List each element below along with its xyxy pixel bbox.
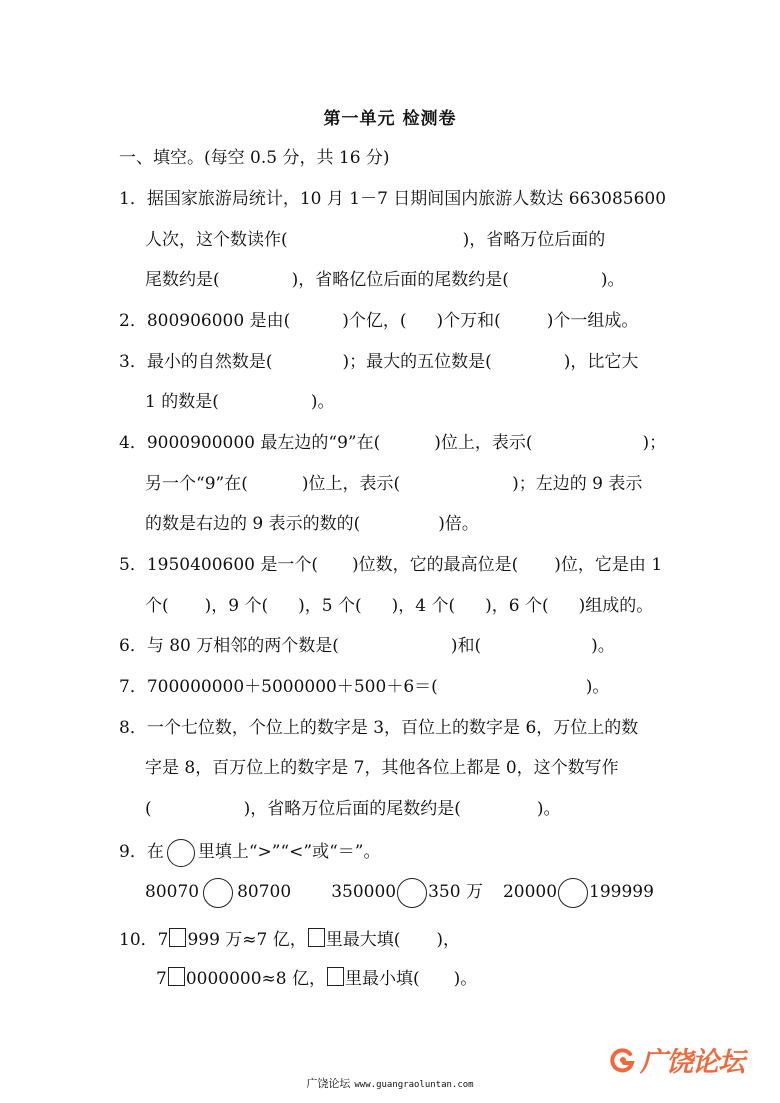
text-segment: 尾数约是(: [145, 270, 220, 290]
text-segment: )，6 个(: [485, 596, 549, 616]
digit-box-label: [327, 967, 344, 986]
footer-label: 广饶论坛: [306, 1077, 351, 1090]
text-segment: )，: [436, 930, 461, 950]
question-9-line-1: [119, 838, 380, 867]
text-segment: 另一个“9”在(: [145, 474, 248, 494]
text-segment: )，省略万位后面的尾数约是(: [243, 799, 461, 819]
question-1-line-1: 1．据国家旅游局统计，10 月 1－7 日期间国内旅游人数达 663085600: [119, 189, 667, 209]
question-3-line-2: [145, 392, 335, 412]
text-segment: )，比它大: [563, 352, 639, 372]
text-segment: (: [145, 799, 152, 819]
question-3-line-1: [119, 352, 638, 372]
question-8-line-3: [145, 799, 561, 819]
text-segment: )个亿，(: [342, 311, 407, 331]
text-segment: 6．与 80 万相邻的两个数是(: [119, 636, 339, 656]
text-segment: 3．最小的自然数是(: [119, 352, 273, 372]
text-segment: )；最大的五位数是(: [342, 352, 492, 372]
footer-site-link[interactable]: www.guangraoluntan.com: [354, 1080, 474, 1090]
question-8-line-2: 字是 8，百万位上的数字是 7，其他各位上都是 0，这个数写作: [145, 758, 619, 778]
text-segment: )位数，它的最高位是(: [352, 555, 519, 575]
digit-box-label: [308, 928, 325, 947]
question-10-line-1: [119, 928, 460, 950]
compare-right-2: 350 万: [428, 882, 483, 902]
text-segment: )个万和(: [436, 311, 501, 331]
text-segment: )。: [600, 270, 625, 290]
text-segment: )，5 个(: [298, 596, 362, 616]
question-10-line-2: [156, 967, 477, 989]
question-9-line-2: [145, 876, 654, 908]
text-segment: 5．1950400600 是一个(: [119, 555, 319, 575]
logo-text: 广饶论坛: [640, 1047, 744, 1078]
question-8-line-1: 8．一个七位数，个位上的数字是 3，百位上的数字是 6，万位上的数: [119, 718, 639, 738]
question-5-line-1: [119, 555, 662, 575]
text-segment: 2．800906000 是由(: [119, 311, 291, 331]
question-6: [119, 636, 615, 656]
text-segment: )，省略万位后面的: [462, 230, 606, 250]
comparison-circle-1[interactable]: [203, 878, 233, 908]
compare-right-1: 80700: [237, 882, 292, 902]
question-1-line-3: [145, 270, 625, 290]
text-segment: )。: [585, 677, 610, 697]
text-segment: )和(: [450, 636, 482, 656]
text-segment: )组成的。: [578, 596, 654, 616]
text-segment: )倍。: [438, 514, 479, 534]
text-segment: 人次，这个数读作(: [145, 230, 288, 250]
text-segment: )。: [536, 799, 561, 819]
question-7: [119, 677, 609, 697]
compare-right-3: 199999: [589, 882, 654, 902]
text-segment: 999 万≈7 亿，: [187, 930, 307, 950]
text-segment: 1 的数是(: [145, 392, 219, 412]
text-segment: 里最大填(: [325, 930, 401, 950]
compare-left-1: 80070: [145, 882, 200, 902]
text-segment: 4．9000900000 最左边的“9”在(: [119, 433, 381, 453]
text-segment: 7: [156, 969, 167, 989]
text-segment: )，9 个(: [204, 596, 269, 616]
text-segment: 的数是右边的 9 表示的数的(: [145, 514, 361, 534]
question-4-line-2: [145, 474, 642, 494]
compare-left-2: 350000: [331, 882, 397, 902]
question-4-line-1: [119, 433, 666, 453]
digit-box[interactable]: [168, 967, 185, 986]
text-segment: )，4 个(: [391, 596, 456, 616]
text-segment: )位上，表示(: [434, 433, 533, 453]
text-segment: )。: [591, 636, 615, 656]
text-segment: )；: [642, 433, 667, 453]
text-segment: )位，它是由 1: [554, 555, 663, 575]
page-footer: [0, 1075, 780, 1091]
question-5-line-2: [145, 596, 653, 616]
section-heading: 一、填空。(每空 0.5 分，共 16 分): [119, 148, 390, 168]
text-segment: )；左边的 9 表示: [512, 474, 643, 494]
compare-left-3: 20000: [502, 882, 558, 902]
text-segment: 个(: [145, 596, 169, 616]
digit-box[interactable]: [169, 928, 186, 947]
logo-g-icon: [608, 1045, 638, 1075]
text-segment: 0000000≈8 亿，: [185, 969, 327, 989]
question-2: [119, 311, 638, 331]
text-segment: )。: [453, 969, 478, 989]
text-segment: )。: [310, 392, 335, 412]
text-segment: 里最小填(: [345, 969, 420, 989]
text-segment: )位上，表示(: [301, 474, 401, 494]
page-title: 第一单元 检测卷: [323, 109, 457, 129]
text-segment: 7．700000000＋5000000＋500＋6＝(: [119, 677, 438, 697]
text-segment: )，省略亿位后面的尾数约是(: [291, 270, 509, 290]
comparison-circle-3[interactable]: [558, 878, 588, 908]
comparison-circle-2[interactable]: [397, 878, 427, 908]
text-segment: )个一组成。: [546, 311, 639, 331]
comparison-circle[interactable]: [167, 839, 195, 867]
text-segment: 9．在: [119, 842, 164, 862]
question-4-line-3: [145, 514, 479, 534]
text-segment: 里填上“>”“<”或“＝”。: [197, 842, 381, 862]
forum-logo: [608, 1040, 744, 1079]
text-segment: 10．7: [119, 930, 169, 950]
question-1-line-2: [145, 230, 605, 250]
